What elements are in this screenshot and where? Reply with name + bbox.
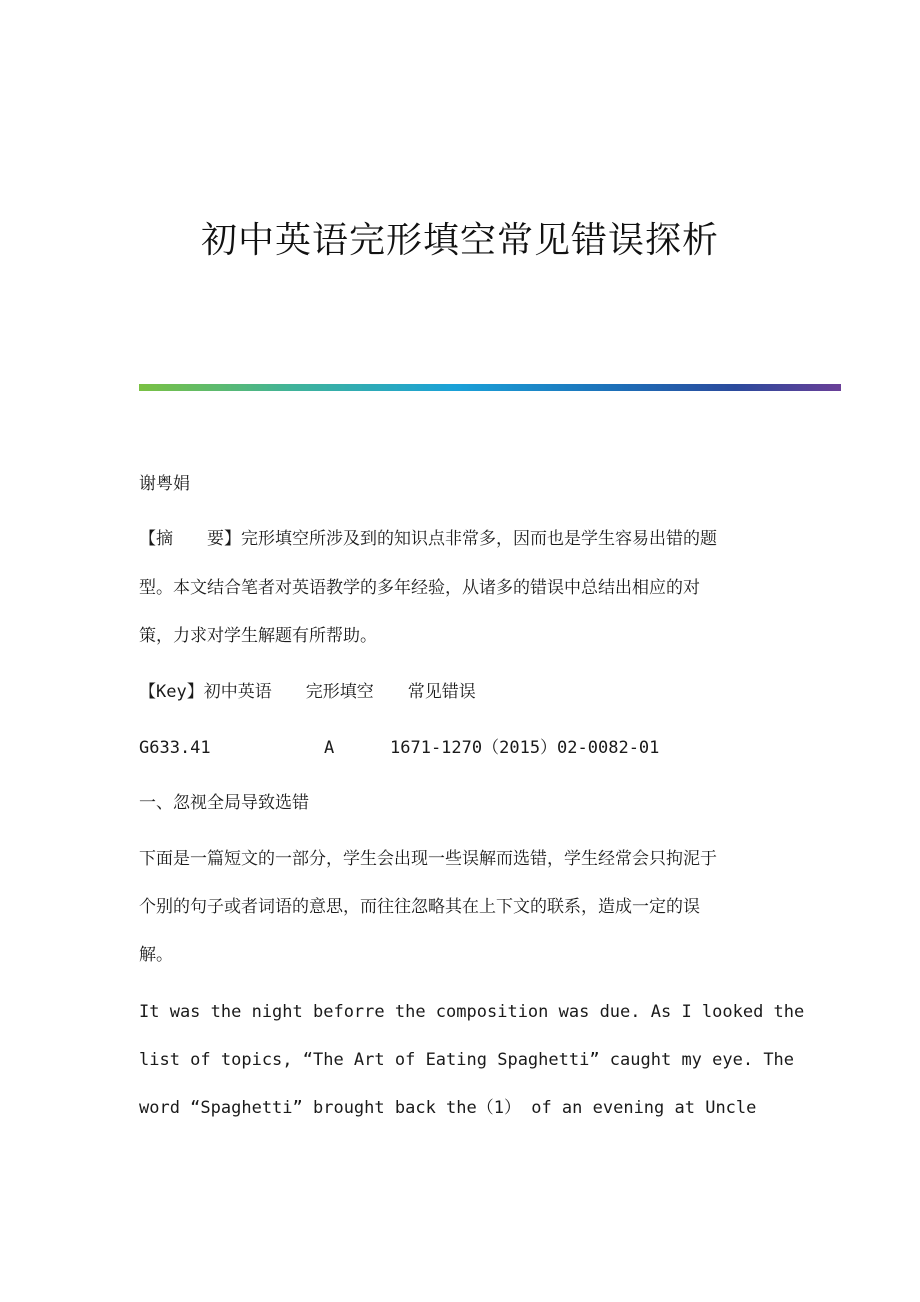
paper-title: 初中英语完形填空常见错误探析 <box>200 220 719 261</box>
abstract-line-2: 型。本文结合笔者对英语教学的多年经验，从诸多的错误中总结出相应的对 <box>139 578 700 598</box>
section-heading: 一、忽视全局导致选错 <box>139 793 309 813</box>
keywords-line: 【Key】初中英语 完形填空 常见错误 <box>139 682 476 702</box>
article-number: 1671-1270（2015）02-0082-01 <box>390 738 660 758</box>
title-divider-rule <box>139 384 841 391</box>
body-line-2: 个别的句子或者词语的意思，而往往忽略其在上下文的联系，造成一定的误 <box>139 897 700 917</box>
clc-number: G633.41 <box>139 738 211 758</box>
body-line-1: 下面是一篇短文的一部分，学生会出现一些误解而选错，学生经常会只拘泥于 <box>139 849 717 869</box>
abstract-line-1: 【摘 要】完形填空所涉及到的知识点非常多，因而也是学生容易出错的题 <box>139 529 717 549</box>
english-passage-line-3: word “Spaghetti” brought back the（1） of an evening at Uncle <box>139 1098 757 1118</box>
body-line-3: 解。 <box>139 945 173 965</box>
english-passage-line-2: list of topics, “The Art of Eating Spaghetti” caught my eye. The <box>139 1050 795 1070</box>
abstract-line-3: 策，力求对学生解题有所帮助。 <box>139 626 377 646</box>
author-name: 谢粤娟 <box>139 474 190 494</box>
document-code: A <box>324 738 335 758</box>
english-passage-line-1: It was the night beforre the composition was due. As I looked the <box>139 1002 805 1022</box>
